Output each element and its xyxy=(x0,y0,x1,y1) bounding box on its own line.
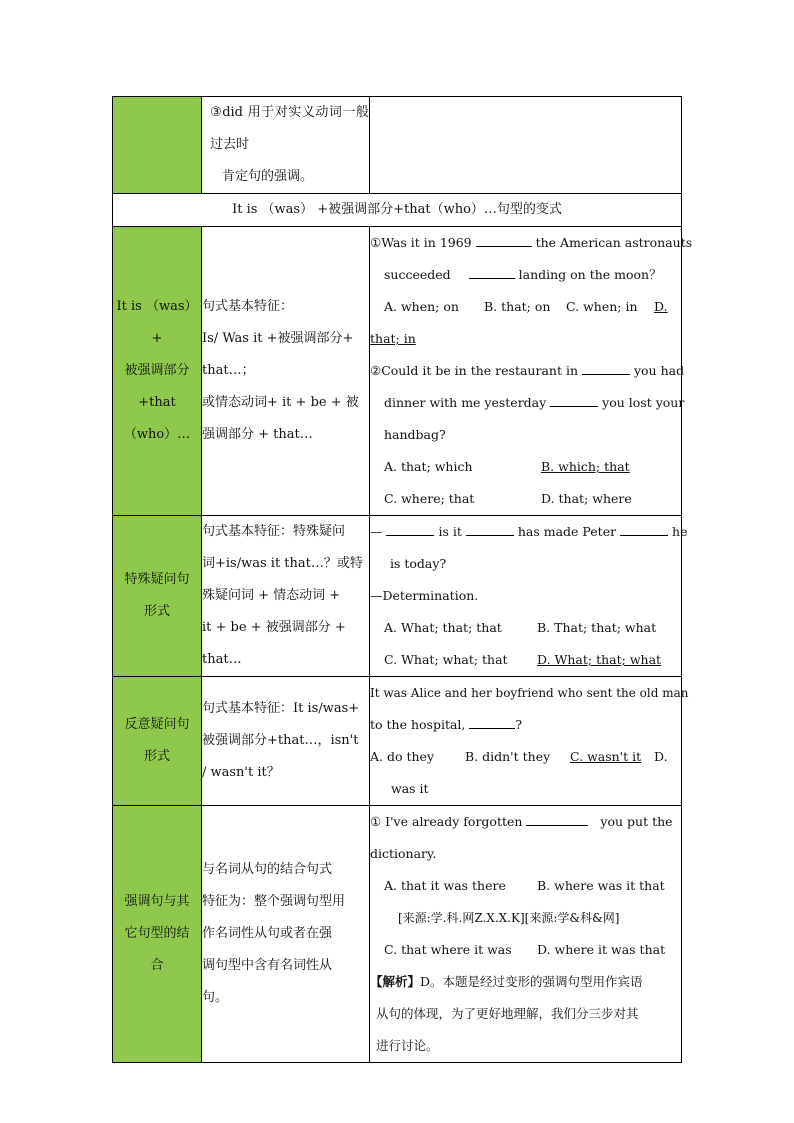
feature-line: 句式基本特征： xyxy=(202,299,294,314)
label-line: 合 xyxy=(150,958,164,973)
row-label xyxy=(113,516,202,677)
example-cell xyxy=(370,516,688,677)
feature-line: Is/ Was it +被强调部分+ xyxy=(202,331,354,346)
answer-blank xyxy=(386,523,434,536)
option-continuation: was it xyxy=(391,781,429,796)
table-row xyxy=(113,227,682,516)
row-label-empty xyxy=(113,97,202,194)
question-line: handbag? xyxy=(384,427,446,442)
feature-line: ③did 用于对实义动词一般过去时 xyxy=(210,105,369,152)
feature-line: 词+is/was it that…？或特 xyxy=(202,556,363,571)
option-correct: B. which; that xyxy=(541,459,630,474)
answer-line: —Determination. xyxy=(370,588,479,603)
answer-blank xyxy=(550,394,598,407)
question-line xyxy=(370,355,685,387)
option: B. that; on xyxy=(484,299,551,314)
feature-line: 殊疑问词 + 情态动词 + xyxy=(202,588,341,603)
question-text: the American astronauts xyxy=(535,235,693,250)
question-line xyxy=(370,709,681,741)
label-line: +that xyxy=(138,395,176,410)
row-label xyxy=(113,227,202,516)
question-text: is it xyxy=(438,524,462,539)
option: D. that; where xyxy=(541,491,632,506)
question-text: you put the xyxy=(600,814,673,829)
answer-blank xyxy=(582,362,630,375)
option: A. when; on xyxy=(384,299,459,314)
option: D. where it was that xyxy=(537,942,666,957)
option: A. that; which xyxy=(384,459,473,474)
question-text: succeeded xyxy=(384,267,451,282)
grammar-table xyxy=(112,96,693,1063)
question-line xyxy=(370,259,681,291)
example-cell xyxy=(370,677,689,806)
option: C. where; that xyxy=(384,491,475,506)
feature-line: it + be + 被强调部分 + xyxy=(202,620,346,635)
options-row xyxy=(370,483,681,515)
options-row xyxy=(370,451,681,483)
option: B. where was it that xyxy=(537,878,665,893)
options-row xyxy=(370,741,681,773)
options-row xyxy=(370,870,681,902)
option-correct: D. What; that; what xyxy=(537,652,662,667)
feature-line: 或情态动词+ it + be + 被 xyxy=(202,395,359,410)
label-line: It is （was） xyxy=(116,299,198,314)
option: B. That; that; what xyxy=(537,620,657,635)
table-row xyxy=(113,806,682,1063)
question-line: It was Alice and her boyfriend who sent the old man xyxy=(370,686,689,700)
option: A. What; that; that xyxy=(384,620,502,635)
row-label xyxy=(113,806,202,1063)
question-text: he xyxy=(672,524,688,539)
question-line xyxy=(370,387,685,419)
question-text: you had xyxy=(633,363,685,378)
feature-line: / wasn't it？ xyxy=(202,765,280,780)
label-line: （who）… xyxy=(123,427,191,442)
feature-line: that…； xyxy=(202,363,255,378)
question-line xyxy=(370,806,681,838)
question-text: ②Could it be in the restaurant in xyxy=(370,363,578,378)
option-correct: that; in xyxy=(370,331,416,346)
table-row xyxy=(113,516,682,677)
label-line: 特殊疑问句 xyxy=(124,572,190,587)
question-line xyxy=(370,227,693,259)
options-row xyxy=(370,934,681,966)
options-row xyxy=(370,612,681,644)
question-text: you lost your xyxy=(602,395,685,410)
feature-line: 肯定句的强调。 xyxy=(222,169,314,184)
feature-cell xyxy=(202,677,370,806)
analysis-text: D。本题是经过变形的强调句型用作宾语 xyxy=(420,974,643,989)
question-text: ① I've already forgotten xyxy=(370,814,523,829)
table-row xyxy=(113,97,682,194)
question-line: dictionary. xyxy=(370,846,437,861)
feature-cell xyxy=(202,516,370,677)
analysis-line xyxy=(370,966,681,998)
question-line: is today? xyxy=(390,556,447,571)
source-note: [来源:学.科.网Z.X.X.K][来源:学&科&网] xyxy=(398,911,620,925)
question-text: ? xyxy=(515,717,523,732)
option: A. do they xyxy=(370,749,435,764)
answer-blank xyxy=(469,266,515,279)
label-line: + xyxy=(151,331,163,346)
label-line: 被强调部分 xyxy=(124,363,190,378)
feature-line: 作名词性从句或者在强 xyxy=(202,926,333,941)
question-line xyxy=(370,516,688,548)
feature-line: 句式基本特征：特殊疑问 xyxy=(202,524,346,539)
option: D. xyxy=(654,749,668,764)
table-row xyxy=(113,677,682,806)
label-line: 反意疑问句 xyxy=(124,717,190,732)
analysis-line: 进行讨论。 xyxy=(376,1038,439,1053)
question-text: has made Peter xyxy=(517,524,617,539)
answer-blank xyxy=(620,523,668,536)
option: B. didn't they xyxy=(465,749,551,764)
analysis-tag: 【解析】 xyxy=(370,974,421,989)
feature-cell xyxy=(202,227,370,516)
feature-line: 被强调部分+that…，isn't xyxy=(202,733,359,748)
question-text: — xyxy=(370,524,383,539)
example-cell xyxy=(370,227,693,516)
feature-line: 句。 xyxy=(202,990,229,1005)
analysis-line: 从句的体现，为了更好地理解，我们分三步对其 xyxy=(376,1006,639,1021)
question-text: dinner with me yesterday xyxy=(384,395,547,410)
label-line: 形式 xyxy=(143,749,170,764)
answer-blank xyxy=(476,234,532,247)
feature-line: that… xyxy=(202,652,242,667)
feature-line: 句式基本特征：It is/was+ xyxy=(202,701,360,716)
label-line: 形式 xyxy=(143,604,170,619)
label-line: 它句型的结 xyxy=(124,926,190,941)
answer-blank xyxy=(526,813,588,826)
option: C. that where it was xyxy=(384,942,512,957)
options-row xyxy=(370,291,681,323)
feature-line: 调句型中含有名词性从 xyxy=(202,958,333,973)
question-text: to the hospital, xyxy=(370,717,466,732)
section-title-row xyxy=(113,194,682,227)
option-correct: C. wasn't it xyxy=(570,749,642,764)
option: C. when; in xyxy=(566,299,638,314)
feature-line: 强调部分 + that… xyxy=(202,427,313,442)
example-cell-empty xyxy=(370,97,682,194)
options-row xyxy=(370,644,681,676)
answer-blank xyxy=(469,716,515,729)
question-text: landing on the moon？ xyxy=(518,267,662,282)
option-continuation xyxy=(370,323,681,355)
option: A. that it was there xyxy=(384,878,506,893)
question-text: ①Was it in 1969 xyxy=(370,235,472,250)
feature-line: 与名词从句的结合句式 xyxy=(202,862,333,877)
option: C. What; what; that xyxy=(384,652,508,667)
example-cell xyxy=(370,806,682,1063)
answer-blank xyxy=(466,523,514,536)
feature-line: 特征为：整个强调句型用 xyxy=(202,894,346,909)
label-line: 强调句与其 xyxy=(124,894,190,909)
feature-cell xyxy=(202,806,370,1063)
feature-cell xyxy=(202,97,370,194)
option-correct: D. xyxy=(654,299,668,314)
section-title: It is （was） +被强调部分+that（who）…句型的变式 xyxy=(113,194,682,227)
row-label xyxy=(113,677,202,806)
